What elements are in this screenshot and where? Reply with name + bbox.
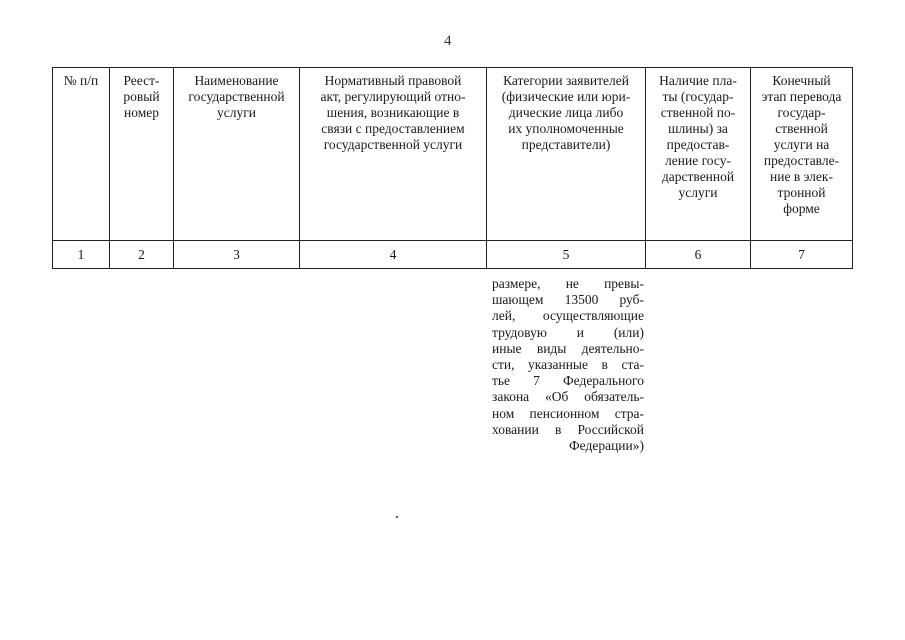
scan-speck (396, 516, 399, 519)
text-line: размере, не превы- (492, 276, 644, 291)
header-final-stage: Конечный этап перевода государ- ственной услуги на предоставле- ние в элек- тронной форме (751, 68, 853, 241)
column-number-cell: 1 (53, 241, 110, 269)
column-number-cell: 4 (300, 241, 487, 269)
text-line: сти, указанные в ста- (492, 357, 644, 373)
text-line: закона «Об обязатель- (492, 389, 644, 405)
applicant-categories-continuation (492, 276, 644, 454)
page-number: 4 (444, 33, 452, 49)
text-line: ном пенсионном стра- (492, 405, 644, 421)
column-number-cell: 6 (646, 241, 751, 269)
column-number-row (53, 241, 853, 269)
header-legal-act: Нормативный правовой акт, регулирующий отно- шения, возникающие в связи с предоставлением государственной услуги (300, 68, 487, 241)
text-line: ховании в Российской (492, 421, 644, 437)
header-fee: Наличие пла- ты (государ- ственной по- шлины) за предостав- ление госу- дарственной услуги (646, 68, 751, 241)
text-line: Федерации») (568, 438, 644, 454)
text-line: шающем 13500 руб- (492, 292, 644, 308)
header-applicant-categories: Категории заявителей (физические или юри- дические лица либо их уполномоченные представители) (487, 68, 646, 241)
header-registry-number: Реест- ровый номер (110, 68, 174, 241)
text-line: иные виды деятельно- (492, 340, 644, 356)
header-number: № п/п (53, 68, 110, 241)
column-number-cell: 7 (751, 241, 853, 269)
services-table (52, 67, 853, 269)
column-number-cell: 3 (174, 241, 300, 269)
column-number-cell: 2 (110, 241, 174, 269)
header-row (53, 68, 853, 241)
header-service-name: Наименование государственной услуги (174, 68, 300, 241)
text-line: трудовую и (или) (492, 324, 644, 340)
text-line: лей, осуществляющие (492, 308, 644, 324)
text-line: тье 7 Федерального (492, 373, 644, 389)
column-number-cell: 5 (487, 241, 646, 269)
